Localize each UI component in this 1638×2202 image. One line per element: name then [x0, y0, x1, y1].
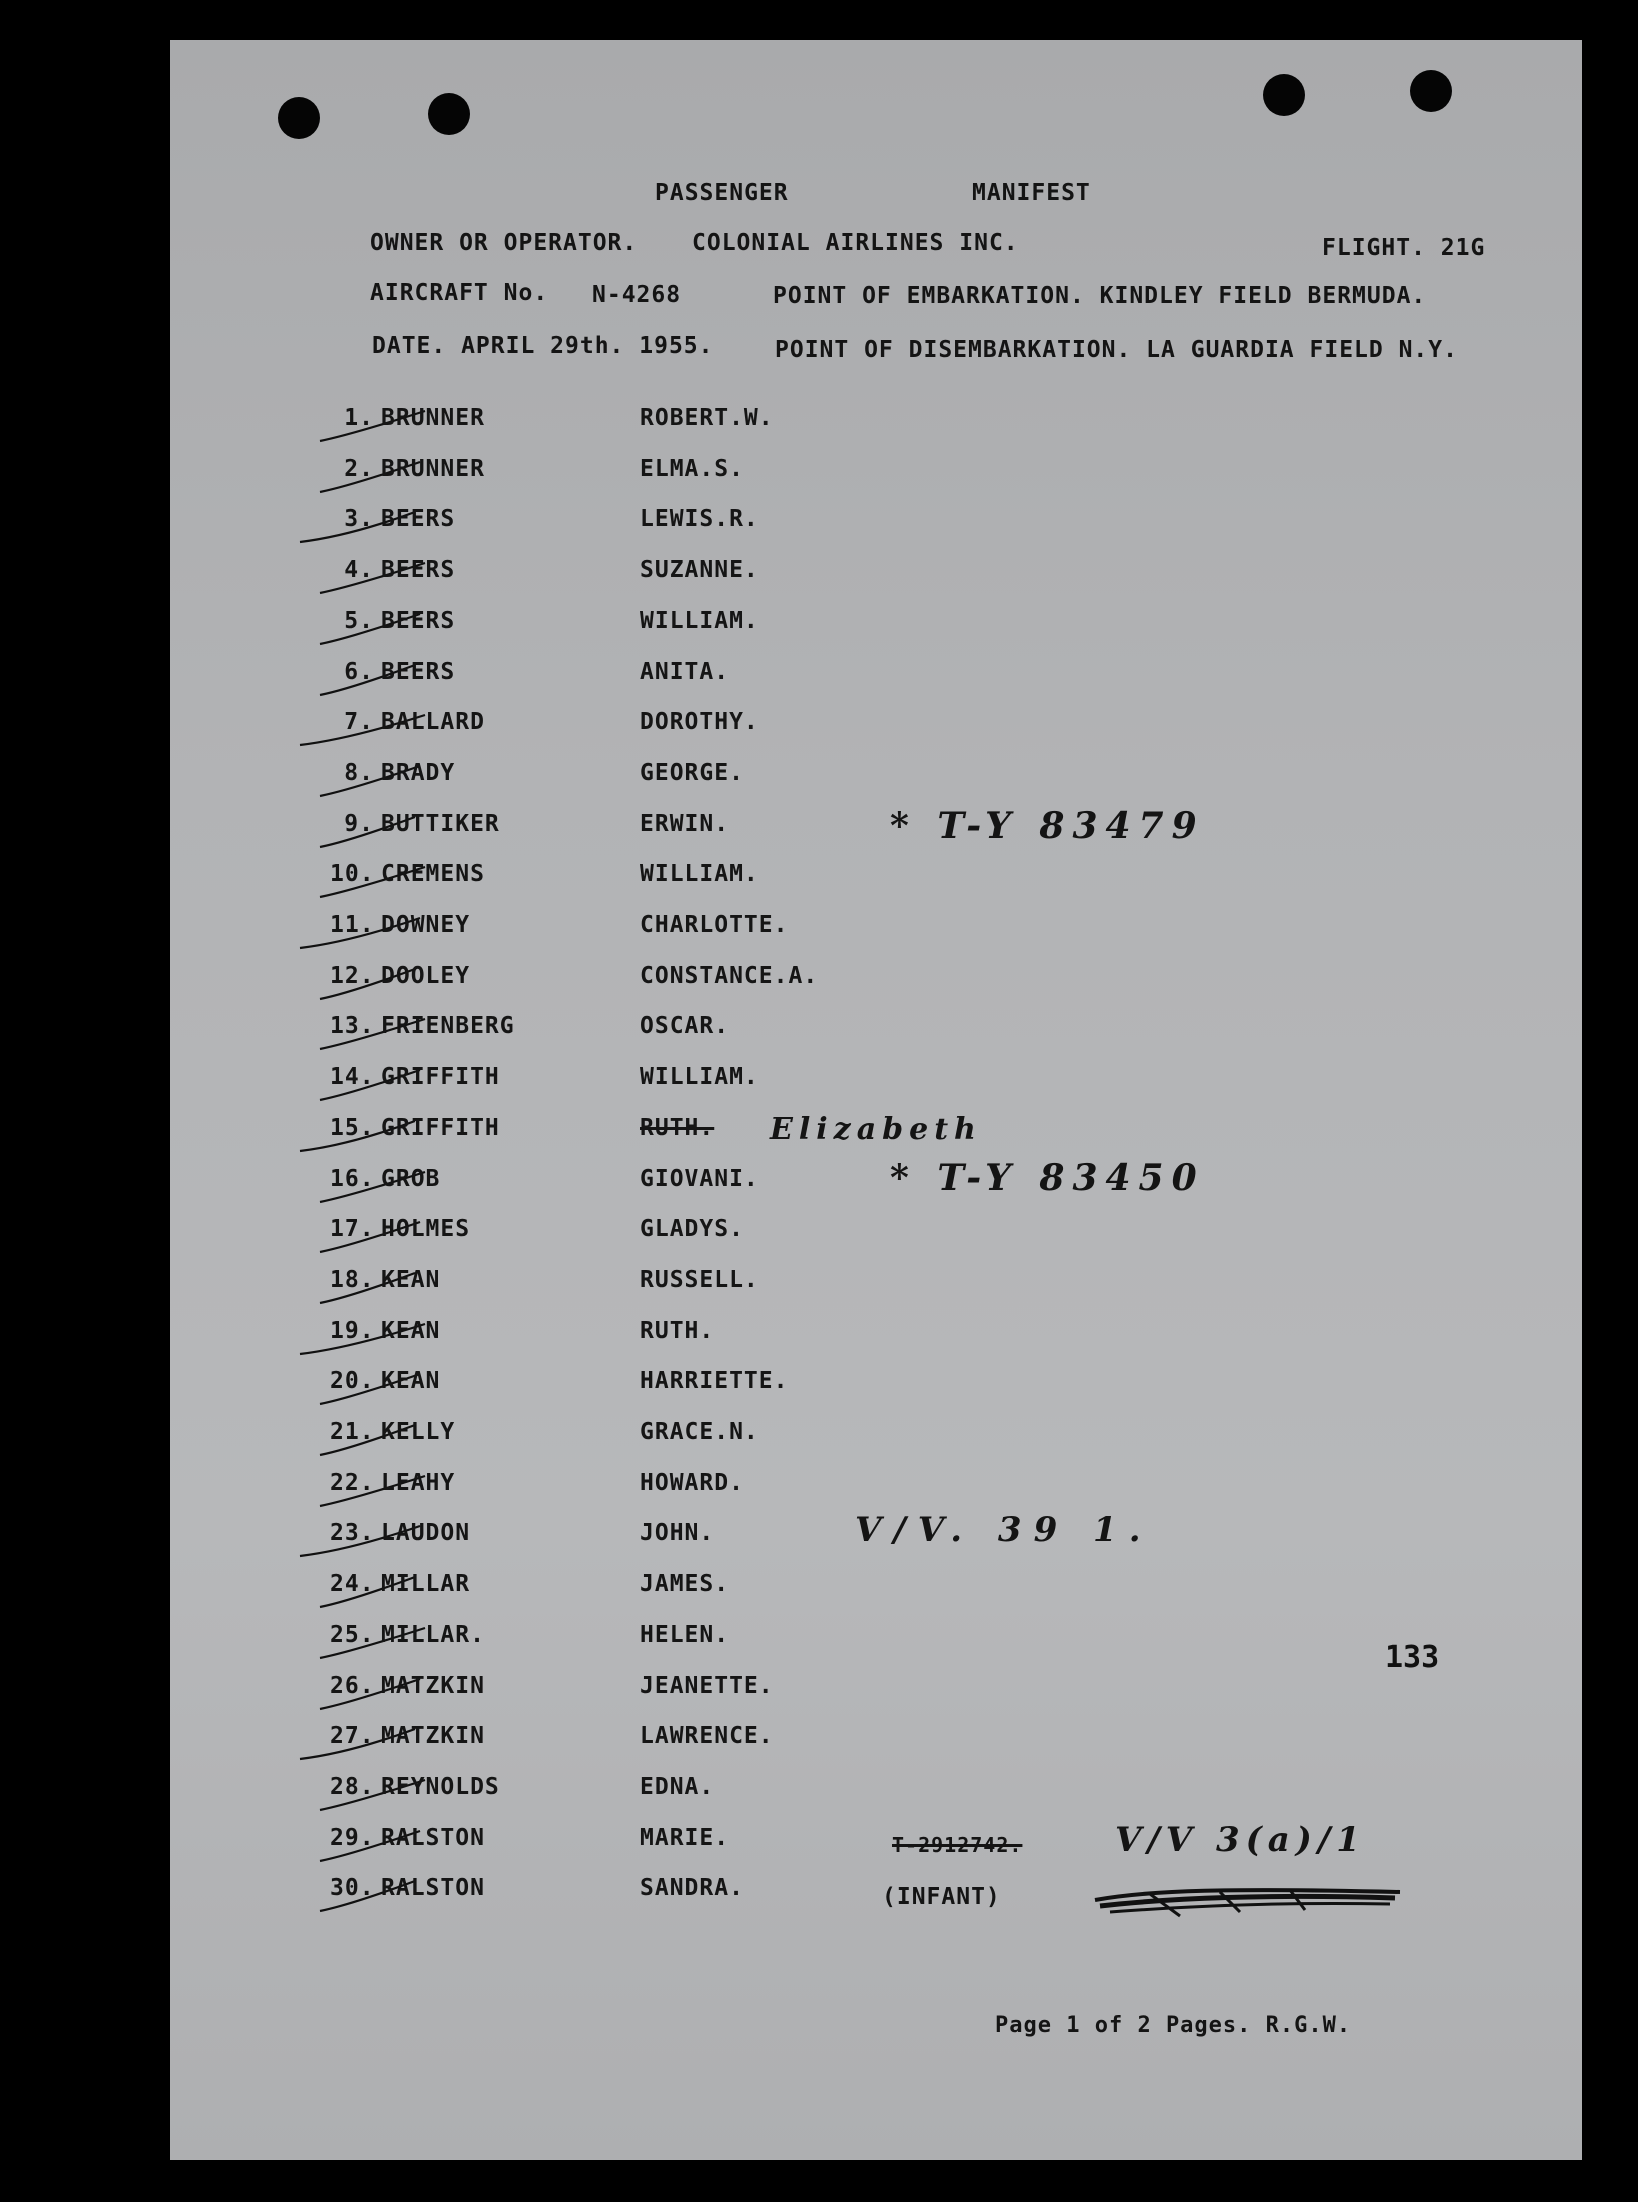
passenger-given-name: JOHN.: [640, 1520, 715, 1547]
passenger-given-name: GRACE.N.: [640, 1419, 759, 1445]
row-number: 25.: [330, 1621, 375, 1648]
row-number: 28.: [330, 1773, 375, 1800]
table-row: [250, 608, 1150, 648]
aircraft-value: N-4268: [592, 282, 682, 308]
owner-value: COLONIAL AIRLINES INC.: [692, 230, 1019, 256]
note-row23: V/V. 39 1.: [855, 1510, 1153, 1550]
punch-hole: [1410, 70, 1452, 112]
aircraft-label: AIRCRAFT No.: [370, 280, 549, 306]
passenger-given-name: LEWIS.R.: [640, 506, 759, 533]
title-passenger: PASSENGER: [655, 180, 789, 206]
passenger-surname: BEERS: [381, 658, 456, 685]
table-row: [250, 1216, 1150, 1256]
table-row: [250, 1470, 1150, 1510]
scribble-mark: [1090, 1872, 1410, 1922]
row-number: 17.: [330, 1216, 375, 1243]
table-row: [250, 709, 1150, 749]
passenger-surname: BEERS: [381, 557, 456, 584]
passenger-surname: RALSTON: [381, 1824, 485, 1851]
page-footer: Page 1 of 2 Pages. R.G.W.: [995, 2013, 1352, 2038]
table-row: [250, 1368, 1150, 1408]
passenger-surname: REYNOLDS: [381, 1773, 500, 1800]
passenger-given-name: LAWRENCE.: [640, 1723, 774, 1750]
note-row29: V/V 3(a)/1: [1115, 1820, 1366, 1860]
punch-hole: [428, 93, 470, 135]
table-row: [250, 1267, 1150, 1307]
row-number: 9.: [344, 810, 374, 837]
passenger-given-name: WILLIAM.: [640, 861, 759, 888]
passenger-surname: DOWNEY: [381, 912, 471, 938]
passenger-given-name: SUZANNE.: [640, 557, 759, 584]
passenger-surname: KEAN: [381, 1368, 441, 1395]
row-number: 18.: [330, 1266, 375, 1293]
table-row: [250, 760, 1150, 800]
passenger-surname: HOLMES: [381, 1216, 471, 1243]
table-row: [250, 1571, 1150, 1611]
note-row9: * T-Y 83479: [890, 805, 1205, 847]
passenger-given-name: ANITA.: [640, 658, 730, 685]
passenger-surname: BRUNNER: [381, 405, 485, 431]
table-row: [250, 1318, 1150, 1358]
owner-label: OWNER OR OPERATOR.: [370, 230, 638, 256]
row-number: 26.: [330, 1672, 375, 1699]
passenger-given-name: CONSTANCE.A.: [640, 962, 819, 989]
infant-note-row30: (INFANT): [882, 1884, 1001, 1910]
passenger-given-name: GIOVANI.: [640, 1165, 759, 1192]
passenger-surname: BEERS: [381, 607, 456, 634]
passenger-given-name: GLADYS.: [640, 1216, 744, 1243]
passenger-surname: MATZKIN: [381, 1672, 485, 1699]
row-number: 22.: [330, 1469, 375, 1496]
passenger-given-name: MARIE.: [640, 1824, 730, 1851]
row-number: 27.: [330, 1723, 375, 1750]
row-number: 30.: [330, 1875, 375, 1902]
row-number: 21.: [330, 1419, 375, 1445]
page-number: 133: [1385, 1640, 1440, 1675]
passenger-surname: DOOLEY: [381, 962, 471, 989]
punch-hole: [1263, 74, 1305, 116]
table-row: [250, 659, 1150, 699]
passenger-surname: LEAHY: [381, 1469, 456, 1496]
row-number: 1.: [344, 405, 374, 431]
row-number: 3.: [344, 506, 374, 533]
passenger-given-name: RUSSELL.: [640, 1266, 759, 1293]
passenger-surname: MATZKIN: [381, 1723, 485, 1750]
passenger-given-name: ERWIN.: [640, 810, 730, 837]
passenger-given-name: ELMA.S.: [640, 455, 744, 482]
table-row: [250, 1013, 1150, 1053]
table-row: [250, 1115, 1150, 1155]
passenger-surname: KEAN: [381, 1266, 441, 1293]
passenger-surname: CREMENS: [381, 861, 485, 888]
passenger-given-name: OSCAR.: [640, 1013, 730, 1040]
row-number: 14.: [330, 1064, 375, 1091]
passenger-given-name: RUTH.: [640, 1114, 715, 1141]
passenger-given-name: JEANETTE.: [640, 1672, 774, 1699]
passenger-surname: BEERS: [381, 506, 456, 533]
passenger-given-name: HARRIETTE.: [640, 1368, 789, 1395]
passenger-given-name: ROBERT.W.: [640, 405, 774, 431]
passenger-surname: BUTTIKER: [381, 810, 500, 837]
passenger-surname: MILLAR: [381, 1571, 471, 1598]
row-number: 5.: [344, 607, 374, 634]
row-number: 8.: [344, 759, 374, 786]
row-number: 12.: [330, 962, 375, 989]
row-number: 11.: [330, 912, 375, 938]
punch-hole: [278, 97, 320, 139]
flight-number: FLIGHT. 21G: [1322, 235, 1486, 261]
embarkation-point: POINT OF EMBARKATION. KINDLEY FIELD BERMUDA.: [773, 283, 1427, 309]
row-number: 7.: [344, 709, 374, 736]
passenger-surname: KELLY: [381, 1419, 456, 1445]
row-number: 19.: [330, 1317, 375, 1344]
row-number: 23.: [330, 1520, 375, 1547]
table-row: [250, 861, 1150, 901]
table-row: [250, 405, 1150, 445]
passenger-surname: GRIFFITH: [381, 1064, 500, 1091]
passenger-given-name: RUTH.: [640, 1317, 715, 1344]
passenger-given-name: SANDRA.: [640, 1875, 744, 1902]
passenger-surname: BALLARD: [381, 709, 485, 736]
struck-ticket-row29: T-2912742.: [892, 1833, 1023, 1857]
table-row: [250, 1723, 1150, 1763]
passenger-given-name: WILLIAM.: [640, 1064, 759, 1091]
disembarkation-point: POINT OF DISEMBARKATION. LA GUARDIA FIELD N.Y.: [775, 337, 1458, 363]
row-number: 13.: [330, 1013, 375, 1040]
flight-date: DATE. APRIL 29th. 1955.: [372, 333, 714, 359]
row-number: 6.: [344, 658, 374, 685]
passenger-surname: BRUNNER: [381, 455, 485, 482]
row-number: 15.: [330, 1114, 375, 1141]
table-row: [250, 1419, 1150, 1459]
passenger-given-name: CHARLOTTE.: [640, 912, 789, 938]
passenger-surname: LAUDON: [381, 1520, 471, 1547]
row-number: 4.: [344, 557, 374, 584]
table-row: [250, 912, 1150, 952]
table-row: [250, 1875, 1150, 1915]
row-number: 16.: [330, 1165, 375, 1192]
passenger-given-name: EDNA.: [640, 1773, 715, 1800]
title-manifest: MANIFEST: [972, 180, 1091, 206]
row-number: 10.: [330, 861, 375, 888]
passenger-surname: GROB: [381, 1165, 441, 1192]
table-row: [250, 557, 1150, 597]
passenger-given-name: GEORGE.: [640, 759, 744, 786]
row-number: 24.: [330, 1571, 375, 1598]
passenger-given-name: WILLIAM.: [640, 607, 759, 634]
row-number: 2.: [344, 455, 374, 482]
passenger-surname: RALSTON: [381, 1875, 485, 1902]
note-row16: * T-Y 83450: [890, 1157, 1205, 1199]
table-row: [250, 1064, 1150, 1104]
table-row: [250, 456, 1150, 496]
table-row: [250, 1622, 1150, 1662]
passenger-surname: GRIFFITH: [381, 1114, 500, 1141]
passenger-given-name: HOWARD.: [640, 1469, 744, 1496]
passenger-given-name: DOROTHY.: [640, 709, 759, 736]
passenger-surname: MILLAR.: [381, 1621, 485, 1648]
table-row: [250, 963, 1150, 1003]
table-row: [250, 506, 1150, 546]
note-row15-handwritten: Elizabeth: [770, 1112, 982, 1147]
passenger-given-name: JAMES.: [640, 1571, 730, 1598]
passenger-surname: FRIENBERG: [381, 1013, 515, 1040]
table-row: [250, 1673, 1150, 1713]
passenger-surname: BRADY: [381, 759, 456, 786]
table-row: [250, 1774, 1150, 1814]
row-number: 29.: [330, 1824, 375, 1851]
passenger-given-name: HELEN.: [640, 1621, 730, 1648]
row-number: 20.: [330, 1368, 375, 1395]
passenger-surname: KEAN: [381, 1317, 441, 1344]
